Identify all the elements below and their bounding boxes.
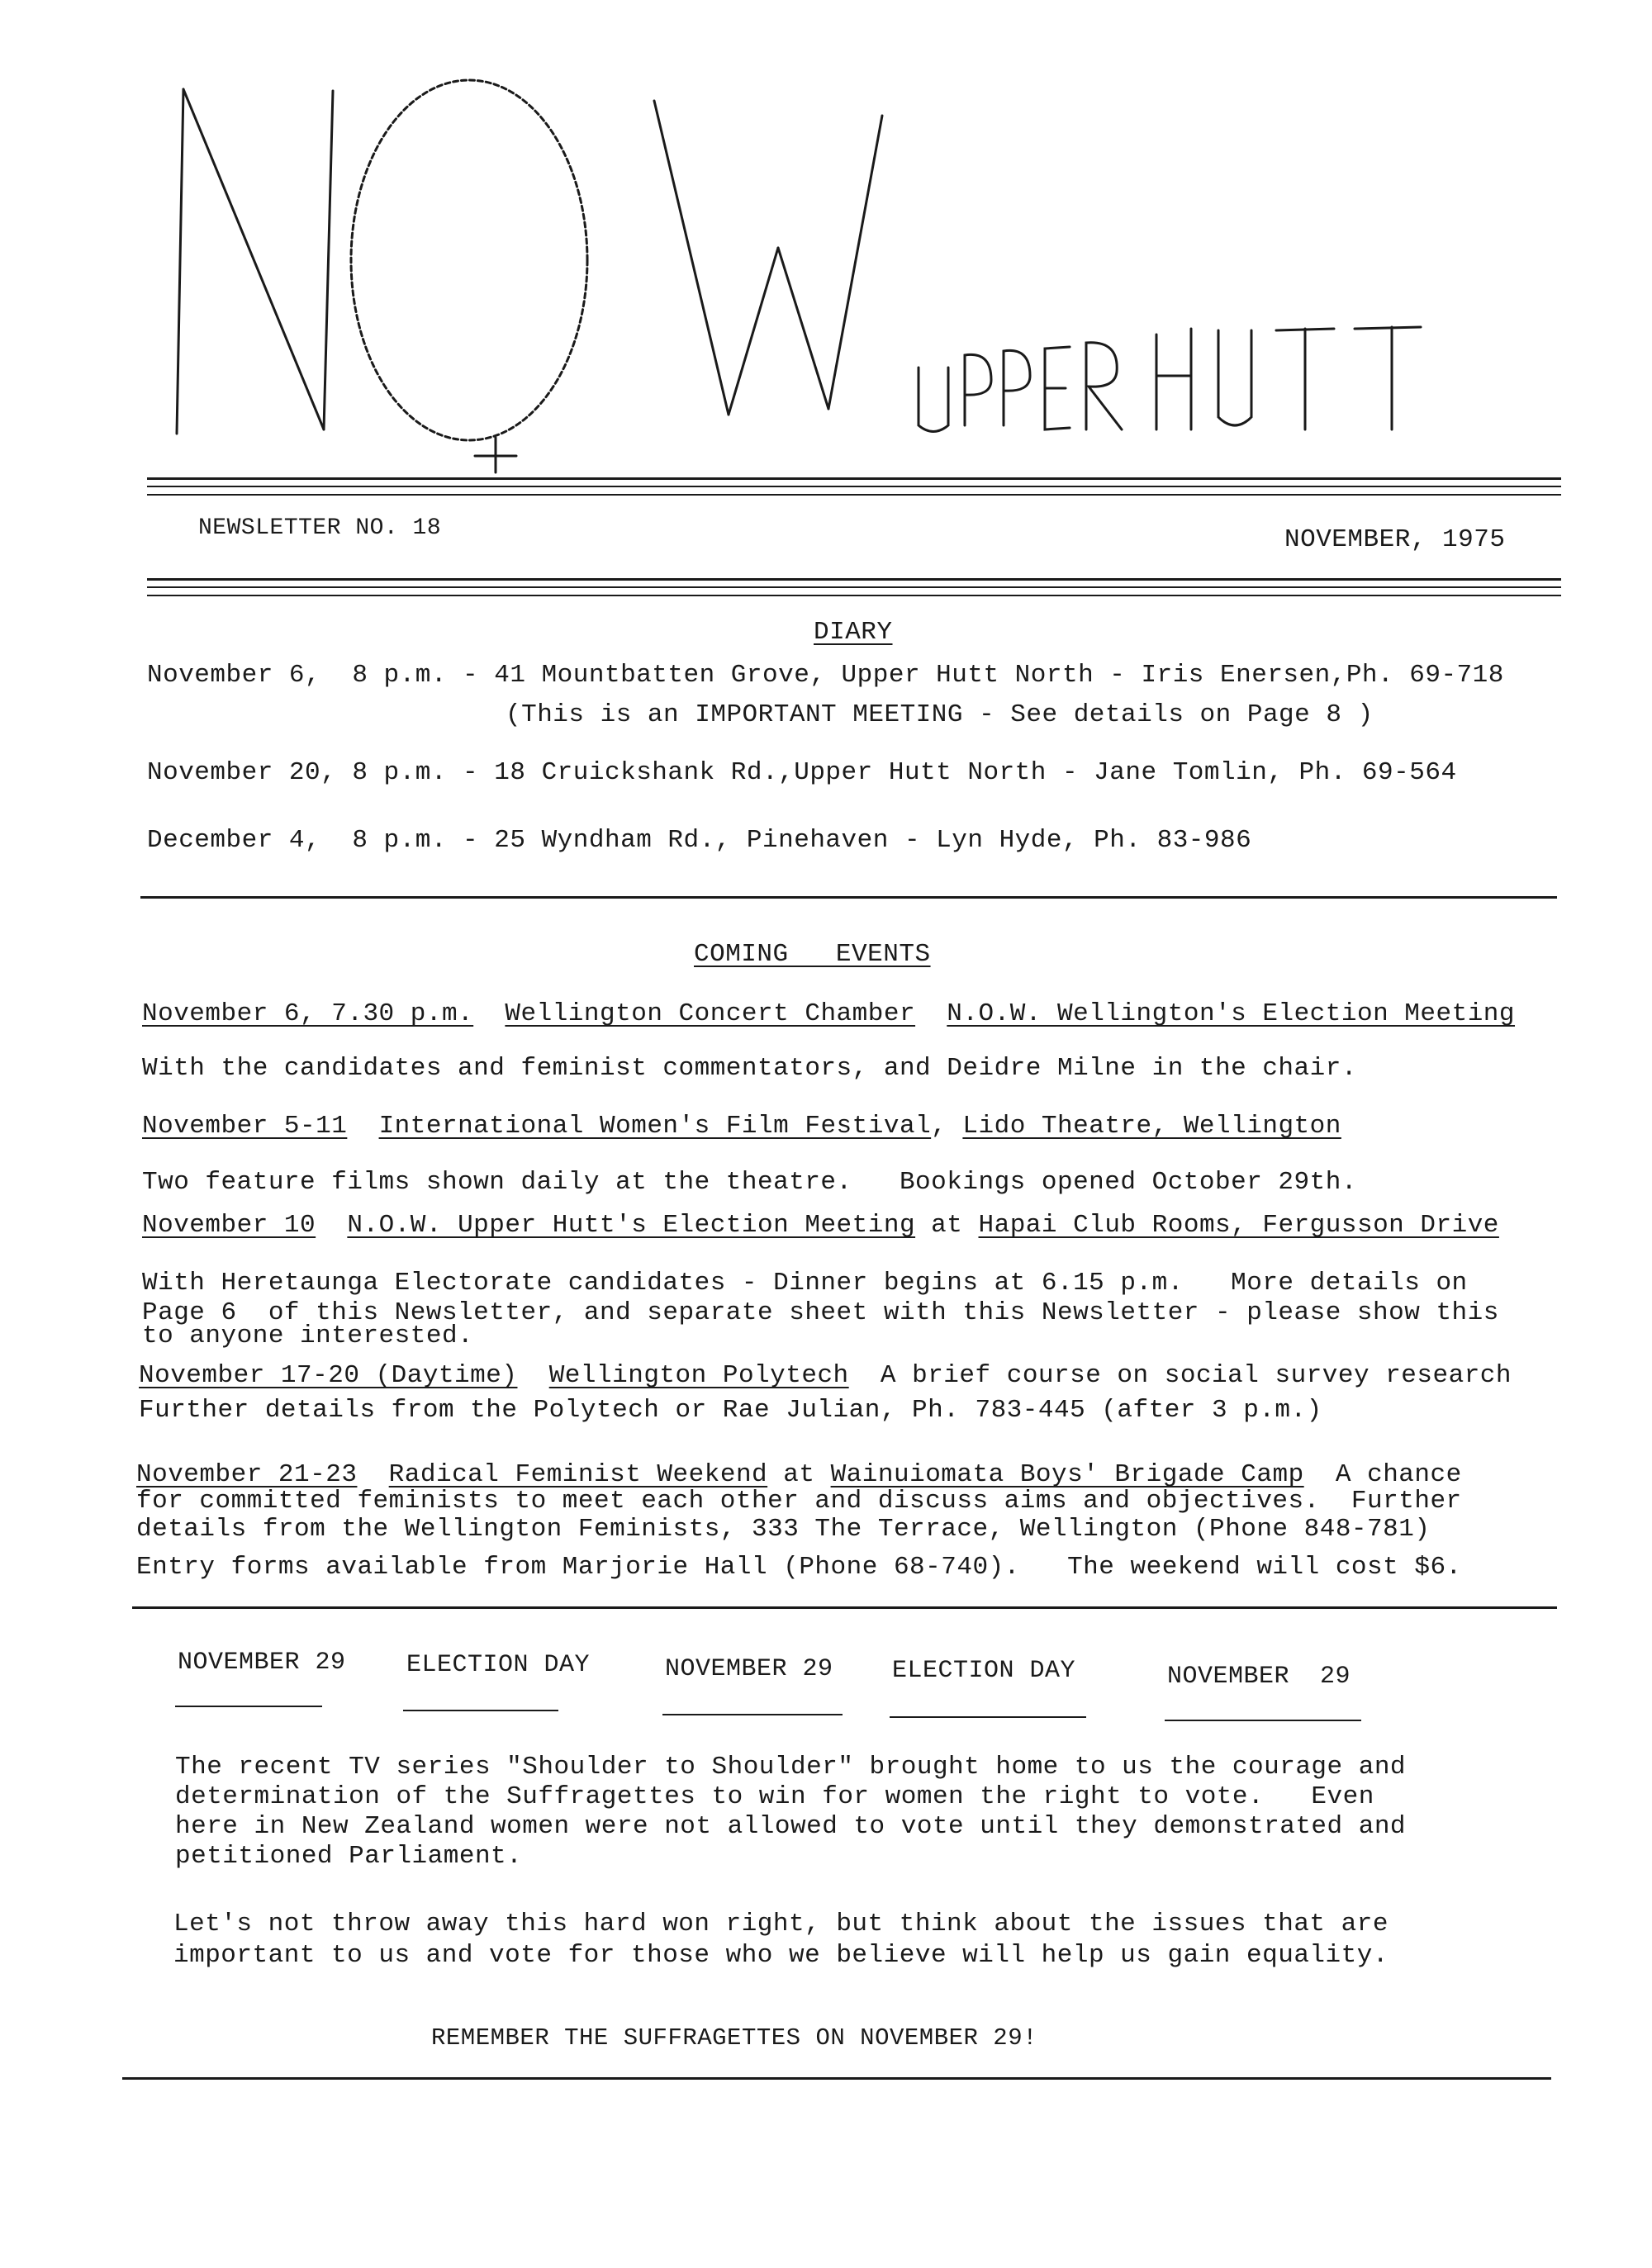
event-text: for committed feminists to meet each other and discuss aims and objectives. Further [136,1487,1462,1516]
event-title: Radical Feminist Weekend [388,1460,768,1489]
event-date: November 10 [142,1211,316,1240]
footer-rule [122,2077,1551,2080]
header-rule-bottom [147,578,1561,581]
event-place: Hapai Club Rooms, Fergusson Drive [978,1211,1499,1240]
newsletter-number: NEWSLETTER NO. 18 [198,515,442,541]
diary-entry: November 20, 8 p.m. - 18 Cruickshank Rd.,Upper Hutt North - Jane Tomlin, Ph. 69-564 [147,758,1457,787]
event-after: A chance [1335,1460,1462,1489]
diary-entry: December 4, 8 p.m. - 25 Wyndham Rd., Pinehaven - Lyn Hyde, Ph. 83-986 [147,826,1252,855]
event-title: N.O.W. Upper Hutt's Election Meeting [347,1211,916,1240]
closing-para-line: important to us and vote for those who we believe will help us gain equality. [173,1941,1389,1970]
election-banner-item: NOVEMBER 29 [665,1655,833,1683]
banner-underline [662,1714,843,1715]
event-text: Page 6 of this Newsletter, and separate sheet with this Newsletter - please show this [142,1298,1499,1327]
event-text: Two feature films shown daily at the theatre. Bookings opened October 29th. [142,1168,1357,1197]
event-text: Further details from the Polytech or Rae Julian, Ph. 783-445 (after 3 p.m.) [139,1396,1322,1425]
election-banner-item: NOVEMBER 29 [1167,1663,1351,1691]
diary-rule [140,896,1557,899]
banner-underline [890,1716,1086,1718]
event-place: Wellington Concert Chamber [505,999,916,1028]
closing-para-line: determination of the Suffragettes to win for women the right to vote. Even [175,1782,1374,1811]
event-place: Wainuiomata Boys' Brigade Camp [830,1460,1304,1489]
newsletter-date: NOVEMBER, 1975 [1284,525,1506,554]
closing-para-line: here in New Zealand women were not allowed to vote until they demonstrated and [175,1812,1407,1841]
event-text: With Heretaunga Electorate candidates - Dinner begins at 6.15 p.m. More details on [142,1269,1468,1298]
event-text: details from the Wellington Feminists, 333 The Terrace, Wellington (Phone 848-781) [136,1515,1431,1544]
event-headline [142,999,1515,1029]
event-text: With the candidates and feminist commentators, and Deidre Milne in the chair. [142,1054,1357,1083]
event-date: November 17-20 (Daytime) [139,1361,518,1390]
closing-para-line: Let's not throw away this hard won right, but think about the issues that are [173,1910,1389,1938]
banner-underline [175,1706,322,1707]
event-headline [142,1112,1341,1141]
event-place: Lido Theatre, Wellington [962,1112,1341,1141]
event-headline [139,1361,1512,1391]
banner-underline [1165,1720,1361,1721]
event-title: International Women's Film Festival [378,1112,932,1141]
event-place: Wellington Polytech [548,1361,849,1390]
event-headline [136,1460,1462,1490]
closing-para-line: The recent TV series "Shoulder to Shoulder" brought home to us the courage and [175,1753,1407,1782]
header-rule-top-3 [147,494,1561,496]
event-text: Entry forms available from Marjorie Hall (Phone 68-740). The weekend will cost $6. [136,1553,1462,1582]
event-date: November 5-11 [142,1112,348,1141]
event-separator: at [915,1211,979,1240]
diary-entry: November 6, 8 p.m. - 41 Mountbatten Grove, Upper Hutt North - Iris Enersen,Ph. 69-718 [147,661,1504,690]
header-rule-bottom-2 [147,586,1561,588]
event-title: N.O.W. Wellington's Election Meeting [947,999,1516,1028]
events-rule [132,1606,1557,1609]
events-heading: COMING EVENTS [694,940,931,969]
diary-heading: DIARY [814,618,893,647]
header-rule-bottom-3 [147,595,1561,596]
election-banner-item: ELECTION DAY [406,1651,591,1679]
event-separator: at [767,1460,831,1489]
event-headline [142,1211,1499,1241]
masthead-logo [0,0,1652,479]
header-rule-top-2 [147,486,1561,487]
event-text: to anyone interested. [142,1321,474,1350]
event-separator: , [931,1112,947,1141]
closing-para-line: petitioned Parliament. [175,1842,523,1871]
event-date: November 6, 7.30 p.m. [142,999,474,1028]
election-banner-item: NOVEMBER 29 [178,1649,346,1677]
election-banner-item: ELECTION DAY [892,1657,1076,1685]
diary-entry-note: (This is an IMPORTANT MEETING - See details on Page 8 ) [506,700,1374,729]
banner-underline [403,1710,558,1711]
event-date: November 21-23 [136,1460,358,1489]
event-after: A brief course on social survey research [880,1361,1512,1390]
header-rule-top [147,477,1561,480]
remember-line: REMEMBER THE SUFFRAGETTES ON NOVEMBER 29! [431,2024,1038,2052]
